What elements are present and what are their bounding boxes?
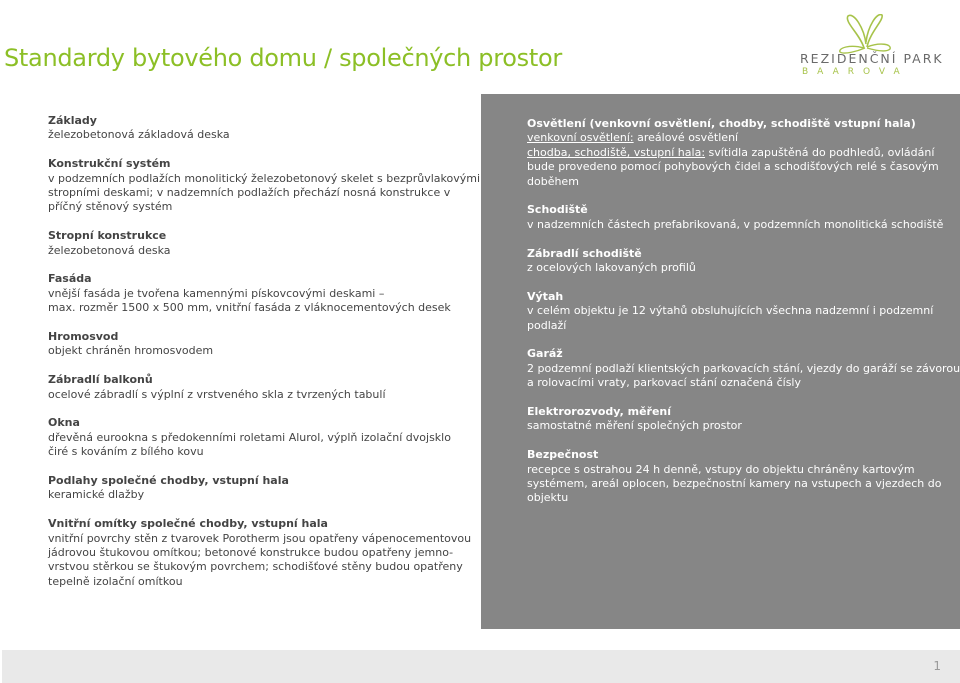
- section-text: železobetonová deska: [48, 243, 171, 257]
- section-text: bude provedeno pomocí pohybových čidel a schodišťových relé s časovým: [527, 160, 939, 174]
- right-spec-column: [527, 117, 960, 520]
- spec-section-elevator: [527, 289, 934, 333]
- spec-section-stair-railing: [527, 247, 917, 276]
- section-text: [527, 131, 917, 145]
- page-title: Standardy bytového domu / společných prostor: [4, 44, 562, 72]
- section-text: systémem, areál oplocen, bezpečnostní kamery na vstupech a vjezdech do: [527, 477, 942, 491]
- section-text: doběhem: [527, 174, 579, 188]
- butterfly-logo-icon: [830, 14, 900, 54]
- corridor-lighting-label: chodba, schodiště, vstupní hala:: [527, 145, 706, 159]
- section-text: samostatné měření společných prostor: [527, 419, 742, 433]
- section-text: v podzemních podlažích monolitický železobetonový skelet s bezprůvlakovými: [48, 171, 481, 185]
- section-text: recepce s ostrahou 24 h denně, vstupy do objektu chráněny kartovým: [527, 462, 915, 476]
- section-text: příčný stěnový systém: [48, 200, 173, 214]
- left-spec-column: [48, 114, 481, 604]
- section-text: keramické dlažby: [48, 488, 145, 502]
- section-text: v celém objektu je 12 výtahů obsluhujících všechna nadzemní i podzemní: [527, 304, 934, 318]
- section-text: 2 podzemní podlaží klientských parkovacích stání, vjezdy do garáží se závorou: [527, 361, 960, 375]
- section-text: železobetonová základová deska: [48, 128, 230, 142]
- section-text: vnější fasáda je tvořena kamennými pískovcovými deskami –: [48, 286, 385, 300]
- spec-section-balcony-railing: [48, 373, 448, 402]
- spec-section-staircase: [527, 203, 944, 232]
- section-heading: Zábradlí balkonů: [48, 373, 153, 387]
- section-heading: Vnitřní omítky společné chodby, vstupní hala: [48, 517, 328, 531]
- section-text: tepelně izolační omítkou: [48, 574, 183, 588]
- spec-section-facade: [48, 272, 451, 315]
- spec-section-windows: [48, 416, 451, 459]
- section-text: max. rozměr 1500 x 500 mm, vnitřní fasáda z vláknocementových desek: [48, 301, 451, 315]
- logo-text-secondary: BAAROVA: [802, 67, 909, 77]
- spec-section-foundations: [48, 114, 448, 143]
- outdoor-lighting-text: areálové osvětlení: [633, 131, 739, 145]
- section-text: [527, 145, 935, 160]
- section-text: ocelové zábradlí s výplní z vrstveného skla z tvrzených tabulí: [48, 387, 386, 401]
- section-heading: Zábradlí schodiště: [527, 246, 642, 260]
- spec-section-security: [527, 448, 942, 506]
- section-heading: Výtah: [527, 289, 564, 303]
- logo-text-primary: REZIDENČNÍ PARK: [800, 51, 944, 66]
- section-text: dřevěná eurookna s předokenními roletami Alurol, výplň izolační dvojsklo: [48, 430, 451, 444]
- section-heading: Bezpečnost: [527, 448, 599, 462]
- section-text: z ocelových lakovaných profilů: [527, 261, 696, 275]
- section-text: vrstvou stěrkou se štukovým povrchem; schodišťové stěny budou opatřeny: [48, 560, 463, 574]
- section-text: a rolovacími vraty, parkovací stání označená čísly: [527, 376, 802, 390]
- spec-section-plaster: [48, 517, 472, 589]
- section-heading: Osvětlení (venkovní osvětlení, chodby, schodiště vstupní hala): [527, 117, 916, 130]
- section-heading: Schodiště: [527, 203, 588, 217]
- section-heading: Fasáda: [48, 272, 92, 286]
- page-number: 1: [933, 659, 941, 673]
- outdoor-lighting-label: venkovní osvětlení:: [527, 131, 634, 145]
- section-heading: Hromosvod: [48, 330, 119, 344]
- section-text: vnitřní povrchy stěn z tvarovek Porotherm jsou opatřeny vápenocementovou: [48, 531, 472, 545]
- spec-section-lightning-rod: [48, 330, 448, 359]
- spec-section-garage: [527, 347, 960, 390]
- brand-logo: [790, 14, 960, 84]
- section-heading: Konstrukční systém: [48, 157, 171, 171]
- section-text: objektu: [527, 491, 569, 505]
- spec-section-structure: [48, 157, 481, 215]
- section-heading: Garáž: [527, 347, 563, 361]
- section-text: v nadzemních částech prefabrikovaná, v podzemních monolitická schodiště: [527, 217, 944, 231]
- section-text: stropními deskami; v nadzemních podlažích přechází nosná konstrukce v: [48, 186, 451, 200]
- section-heading: Stropní konstrukce: [48, 229, 167, 243]
- section-heading: Podlahy společné chodby, vstupní hala: [48, 474, 289, 488]
- page-footer: [2, 650, 960, 683]
- corridor-lighting-text: svítidla zapuštěná do podhledů, ovládání: [705, 145, 935, 159]
- section-text: čiré s kováním z bílého kovu: [48, 445, 204, 459]
- section-heading: Elektrorozvody, měření: [527, 405, 672, 419]
- section-heading: Základy: [48, 114, 97, 127]
- spec-section-ceiling: [48, 229, 448, 258]
- section-text: objekt chráněn hromosvodem: [48, 344, 214, 358]
- section-heading: Okna: [48, 416, 80, 430]
- section-text: jádrovou štukovou omítkou; betonové konstrukce budou opatřeny jemno-: [48, 546, 454, 560]
- section-text: podlaží: [527, 318, 567, 332]
- spec-section-floors: [48, 474, 448, 503]
- spec-section-lighting: [527, 117, 939, 189]
- spec-section-electrical: [527, 405, 917, 434]
